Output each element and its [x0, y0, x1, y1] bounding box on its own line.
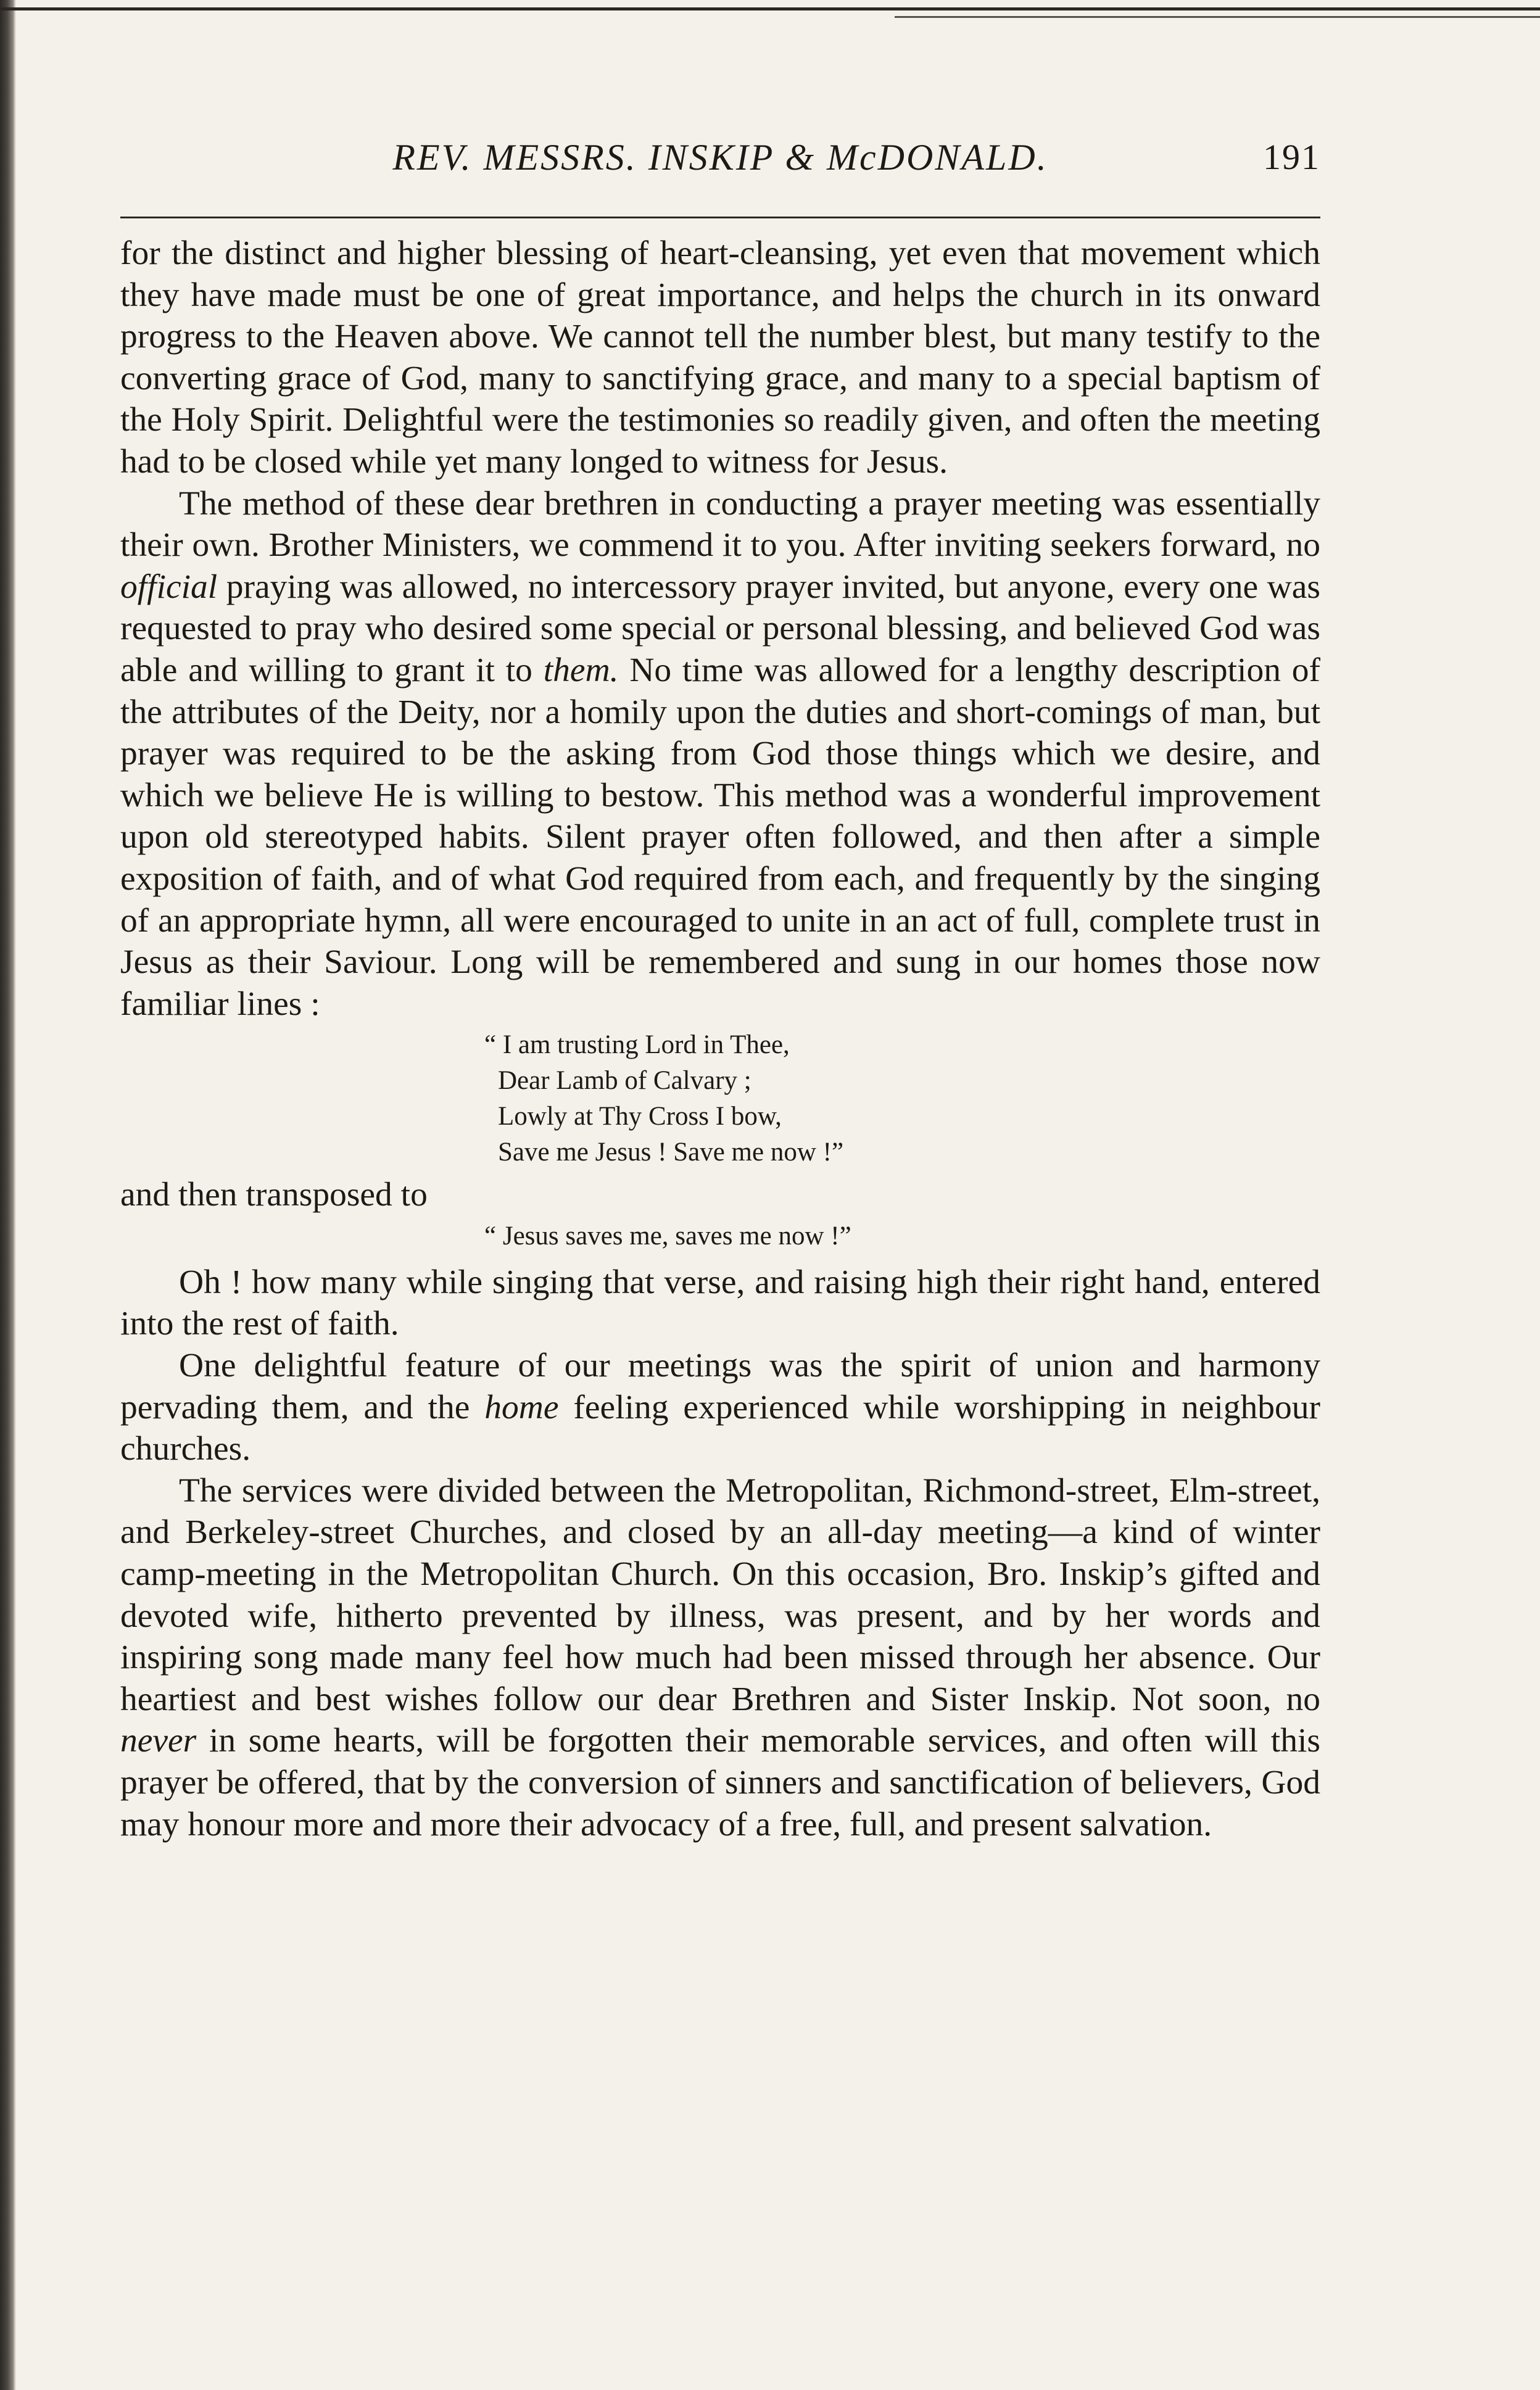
paragraph-2 — [120, 483, 1320, 1025]
paragraph-3 — [120, 1262, 1320, 1345]
paragraph-3-text: Oh ! how many while singing that verse, and raising high their right hand, entered into the rest of faith. — [120, 1263, 1320, 1343]
body-text — [120, 233, 1320, 1845]
emphasis-home: home — [484, 1388, 559, 1426]
paragraph-5 — [120, 1470, 1320, 1845]
top-edge-rule-secondary — [895, 16, 1540, 18]
verse-line-3: Lowly at Thy Cross I bow, — [498, 1102, 782, 1131]
paragraph-4-text-a: One delightful feature of our meetings was the spirit of union and harmony pervading them, and the — [120, 1347, 1320, 1426]
page-number: 191 — [1263, 137, 1320, 177]
page-edge-shadow — [0, 0, 16, 2390]
paragraph-4-text-b: feeling experienced while worshipping in neighbour churches. — [120, 1388, 1320, 1468]
paragraph-1 — [120, 233, 1320, 483]
running-head-rule — [120, 217, 1320, 218]
emphasis-never: never — [120, 1722, 197, 1760]
paragraph-5-text-b: in some hearts, will be forgotten their memorable services, and often will this prayer be offered, that by the conversion of sinners and sanctification of believers, God may honour more and more their advocacy of a free, full, and present salvation. — [120, 1722, 1320, 1843]
emphasis-them: them. — [543, 651, 619, 689]
paragraph-2-text-c: No time was allowed for a lengthy description of the attributes of the Deity, nor a homily upon the duties and short-comings of man, but prayer was required to be the asking from God those things which we desire, and which we believe He is willing to bestow. This method was a wonderful improvement upon old stereotyped habits. Silent prayer often followed, and then after a simple exposition of faith, and of what God required from each, and frequently by the singing of an appropriate hymn, all were encouraged to unite in an act of full, complete trust in Jesus as their Saviour. Long will be remembered and sung in our homes those now familiar lines : — [120, 651, 1321, 1023]
paragraph-1-text: for the distinct and higher blessing of heart-cleansing, yet even that movement which they have made must be one of great importance, and helps the church in its onward progress to the Heaven above. We cannot tell the number blest, but many testify to the converting grace of God, many to sanctifying grace, and many to a special baptism of the Holy Spirit. Delightful were the testimonies so readily given, and often the meeting had to be closed while yet many longed to witness for Jesus. — [120, 234, 1320, 481]
paragraph-4 — [120, 1345, 1320, 1470]
top-edge-rule — [0, 7, 1540, 10]
transposed-line: “ Jesus saves me, saves me now !” — [484, 1221, 851, 1251]
transposed-lead: and then transposed to — [120, 1176, 428, 1214]
book-page — [120, 133, 1320, 1845]
hymn-verse — [484, 1027, 1320, 1170]
verse-line-1: “ I am trusting Lord in Thee, — [484, 1030, 790, 1060]
paragraph-5-text-a: The services were divided between the Metropolitan, Richmond-street, Elm-street, and Berkeley-street Churches, and closed by an all-day meeting—a kind of winter camp-meeting in the Metropolitan Church. On this occasion, Bro. Inskip’s gifted and devoted wife, hitherto prevented by illness, was present, and by her words and inspiring song made many feel how much had been missed through her absence. Our heartiest and best wishes follow our dear Brethren and Sister Inskip. Not soon, no — [120, 1471, 1320, 1718]
running-head — [120, 133, 1320, 201]
emphasis-official: official — [120, 568, 218, 606]
running-head-title: REV. MESSRS. INSKIP & McDONALD. — [392, 137, 1048, 178]
paragraph-2-text-a: The method of these dear brethren in conducting a prayer meeting was essentially their own. Brother Ministers, we commend it to you. After inviting seekers forward, no — [120, 484, 1320, 564]
paragraph-2-text-b: praying was allowed, no intercessory prayer invited, but anyone, every one was requested to pray who desired some special or personal blessing, and believed God was able and willing to grant it to — [120, 568, 1320, 689]
verse-line-2: Dear Lamb of Calvary ; — [498, 1066, 751, 1096]
verse-line-4: Save me Jesus ! Save me now !” — [498, 1138, 844, 1167]
